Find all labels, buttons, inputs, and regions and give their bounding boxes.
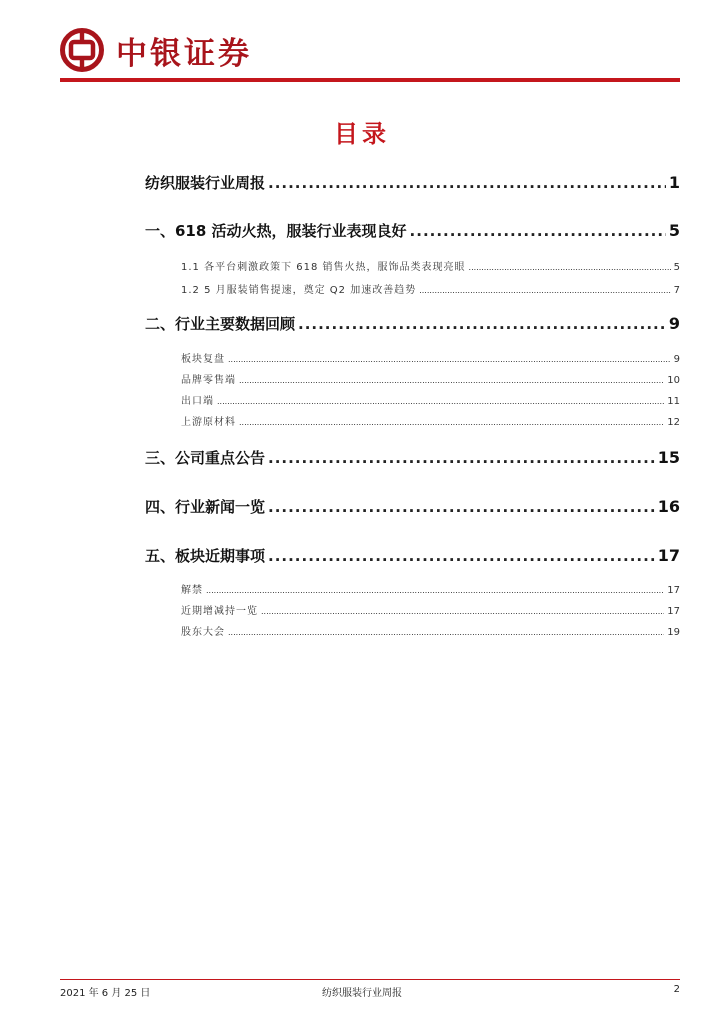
toc-leader-dots — [261, 607, 664, 616]
toc-entry-section-5[interactable] — [145, 545, 680, 566]
toc-entry-page: 7 — [673, 285, 680, 296]
toc-entry-page: 17 — [667, 585, 680, 596]
page-header — [60, 28, 252, 72]
toc-leader-dots — [469, 263, 671, 272]
toc-entry-lockup-expiry[interactable] — [181, 581, 680, 596]
toc-entry-page: 17 — [657, 546, 680, 565]
toc-entry-section-1-2[interactable] — [181, 281, 680, 296]
brand-name: 中银证券 — [116, 35, 252, 72]
toc-leader-dots — [228, 355, 671, 364]
toc-leader-dots — [239, 418, 664, 427]
toc-entry-label: 品牌零售端 — [181, 375, 236, 386]
toc-entry-label: 板块复盘 — [181, 354, 225, 365]
toc-entry-report-title[interactable] — [145, 172, 680, 193]
toc-entry-page: 17 — [667, 606, 680, 617]
toc-entry-page: 9 — [673, 354, 680, 365]
toc-entry-page: 16 — [657, 497, 680, 516]
toc-leader-dots — [268, 174, 666, 192]
toc-entry-raw-materials[interactable] — [181, 413, 680, 428]
toc-entry-label: 1.1 各平台刺激政策下 618 销售火热，服饰品类表现亮眼 — [181, 262, 466, 273]
footer-page-number: 2 — [673, 984, 680, 995]
toc-entry-label: 三、公司重点公告 — [145, 449, 266, 467]
footer-date: 2021 年 6 月 25 日 — [60, 988, 151, 999]
toc-entry-section-2[interactable] — [145, 313, 680, 334]
bank-of-china-logo-icon — [60, 28, 104, 72]
toc-entry-shareholder-meetings[interactable] — [181, 623, 680, 638]
toc-leader-dots — [298, 315, 666, 333]
toc-title: 目录 — [334, 120, 390, 148]
toc-entry-page: 12 — [667, 417, 680, 428]
toc-entry-label: 一、618 活动火热，服装行业表现良好 — [145, 222, 407, 240]
toc-entry-label: 五、板块近期事项 — [145, 547, 266, 565]
toc-entry-brand-retail[interactable] — [181, 371, 680, 386]
toc-entry-label: 解禁 — [181, 585, 203, 596]
toc-entry-label: 1.2 5 月服装销售提速，奠定 Q2 加速改善趋势 — [181, 285, 417, 296]
toc-entry-label: 出口端 — [181, 396, 214, 407]
toc-leader-dots — [410, 222, 666, 240]
toc-entry-label: 四、行业新闻一览 — [145, 498, 266, 516]
toc-entry-page: 5 — [673, 262, 680, 273]
footer-divider — [60, 979, 680, 980]
toc-entry-page: 15 — [657, 448, 680, 467]
toc-entry-label: 纺织服装行业周报 — [145, 174, 266, 192]
toc-entry-section-1-1[interactable] — [181, 258, 680, 273]
toc-entry-label: 二、行业主要数据回顾 — [145, 315, 296, 333]
toc-entry-section-4[interactable] — [145, 496, 680, 517]
toc-entry-label: 上游原材料 — [181, 417, 236, 428]
toc-entry-section-1[interactable] — [145, 220, 680, 241]
toc-entry-page: 10 — [667, 375, 680, 386]
footer-report-title: 纺织服装行业周报 — [322, 988, 402, 999]
toc-entry-page: 9 — [668, 314, 680, 333]
toc-entry-export[interactable] — [181, 392, 680, 407]
toc-entry-page: 1 — [668, 173, 680, 192]
toc-leader-dots — [268, 498, 655, 516]
toc-entry-label: 近期增减持一览 — [181, 606, 258, 617]
header-divider — [60, 78, 680, 82]
toc-leader-dots — [419, 286, 670, 295]
toc-leader-dots — [228, 628, 664, 637]
toc-leader-dots — [239, 376, 664, 385]
toc-entry-page: 5 — [668, 221, 680, 240]
toc-entry-label: 股东大会 — [181, 627, 225, 638]
toc-entry-shareholding-changes[interactable] — [181, 602, 680, 617]
toc-leader-dots — [217, 397, 664, 406]
toc-entry-page: 19 — [667, 627, 680, 638]
toc-leader-dots — [268, 547, 655, 565]
toc-entry-sector-review[interactable] — [181, 350, 680, 365]
toc-entry-section-3[interactable] — [145, 447, 680, 468]
toc-leader-dots — [268, 449, 655, 467]
toc-entry-page: 11 — [667, 396, 680, 407]
toc-leader-dots — [206, 586, 664, 595]
